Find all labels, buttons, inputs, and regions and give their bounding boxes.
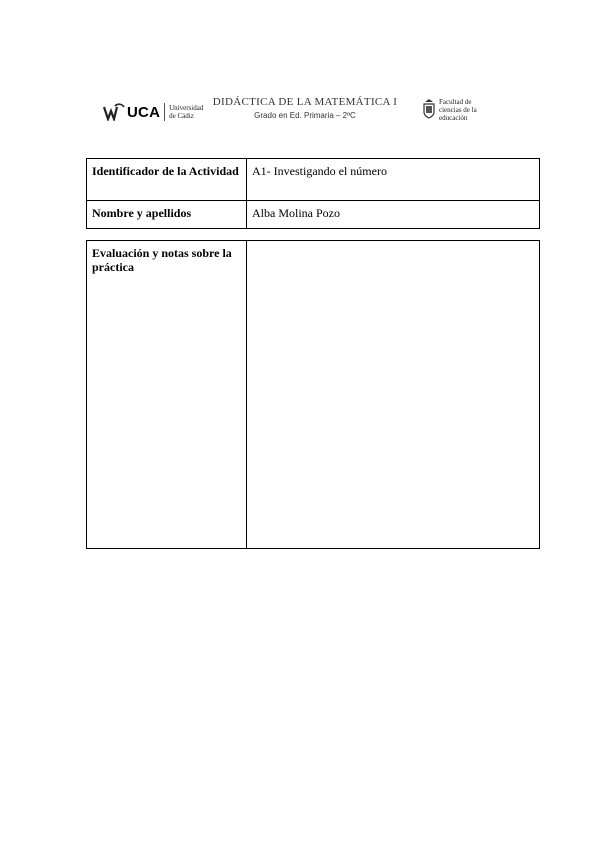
activity-id-label: Identificador de la Actividad: [87, 159, 247, 201]
table-row: [87, 201, 540, 229]
table-row: [87, 159, 540, 201]
page-header: [0, 96, 600, 132]
faculty-shield-icon: [423, 99, 435, 119]
evaluation-table: [86, 240, 540, 549]
uca-wave-icon: [103, 103, 125, 121]
faculty-name: [439, 98, 477, 122]
faculty-line1: Facultad de: [439, 98, 472, 106]
uca-university-line1: Universidad: [169, 104, 204, 112]
activity-info-table: [86, 158, 540, 229]
student-name-label: Nombre y apellidos: [87, 201, 247, 229]
header-title-block: [210, 96, 400, 121]
course-title: DIDÁCTICA DE LA MATEMÁTICA I: [212, 96, 398, 108]
faculty-line2: ciencias de la: [439, 106, 477, 114]
course-subtitle: Grado en Ed. Primaria – 2ºC: [254, 111, 356, 120]
logo-divider: [164, 103, 165, 121]
activity-id-value[interactable]: A1- Investigando el número: [247, 159, 540, 201]
table-row: [87, 241, 540, 549]
uca-logo-text: UCA: [127, 103, 161, 121]
faculty-line3: educación: [439, 114, 468, 122]
evaluation-label: Evaluación y notas sobre la práctica: [87, 241, 247, 549]
evaluation-notes-field[interactable]: [247, 241, 540, 549]
uca-logo: [103, 100, 203, 124]
uca-university-line2: de Cádiz: [169, 112, 194, 120]
student-name-value[interactable]: Alba Molina Pozo: [247, 201, 540, 229]
faculty-logo: [423, 98, 477, 122]
uca-university-name: [169, 104, 203, 120]
